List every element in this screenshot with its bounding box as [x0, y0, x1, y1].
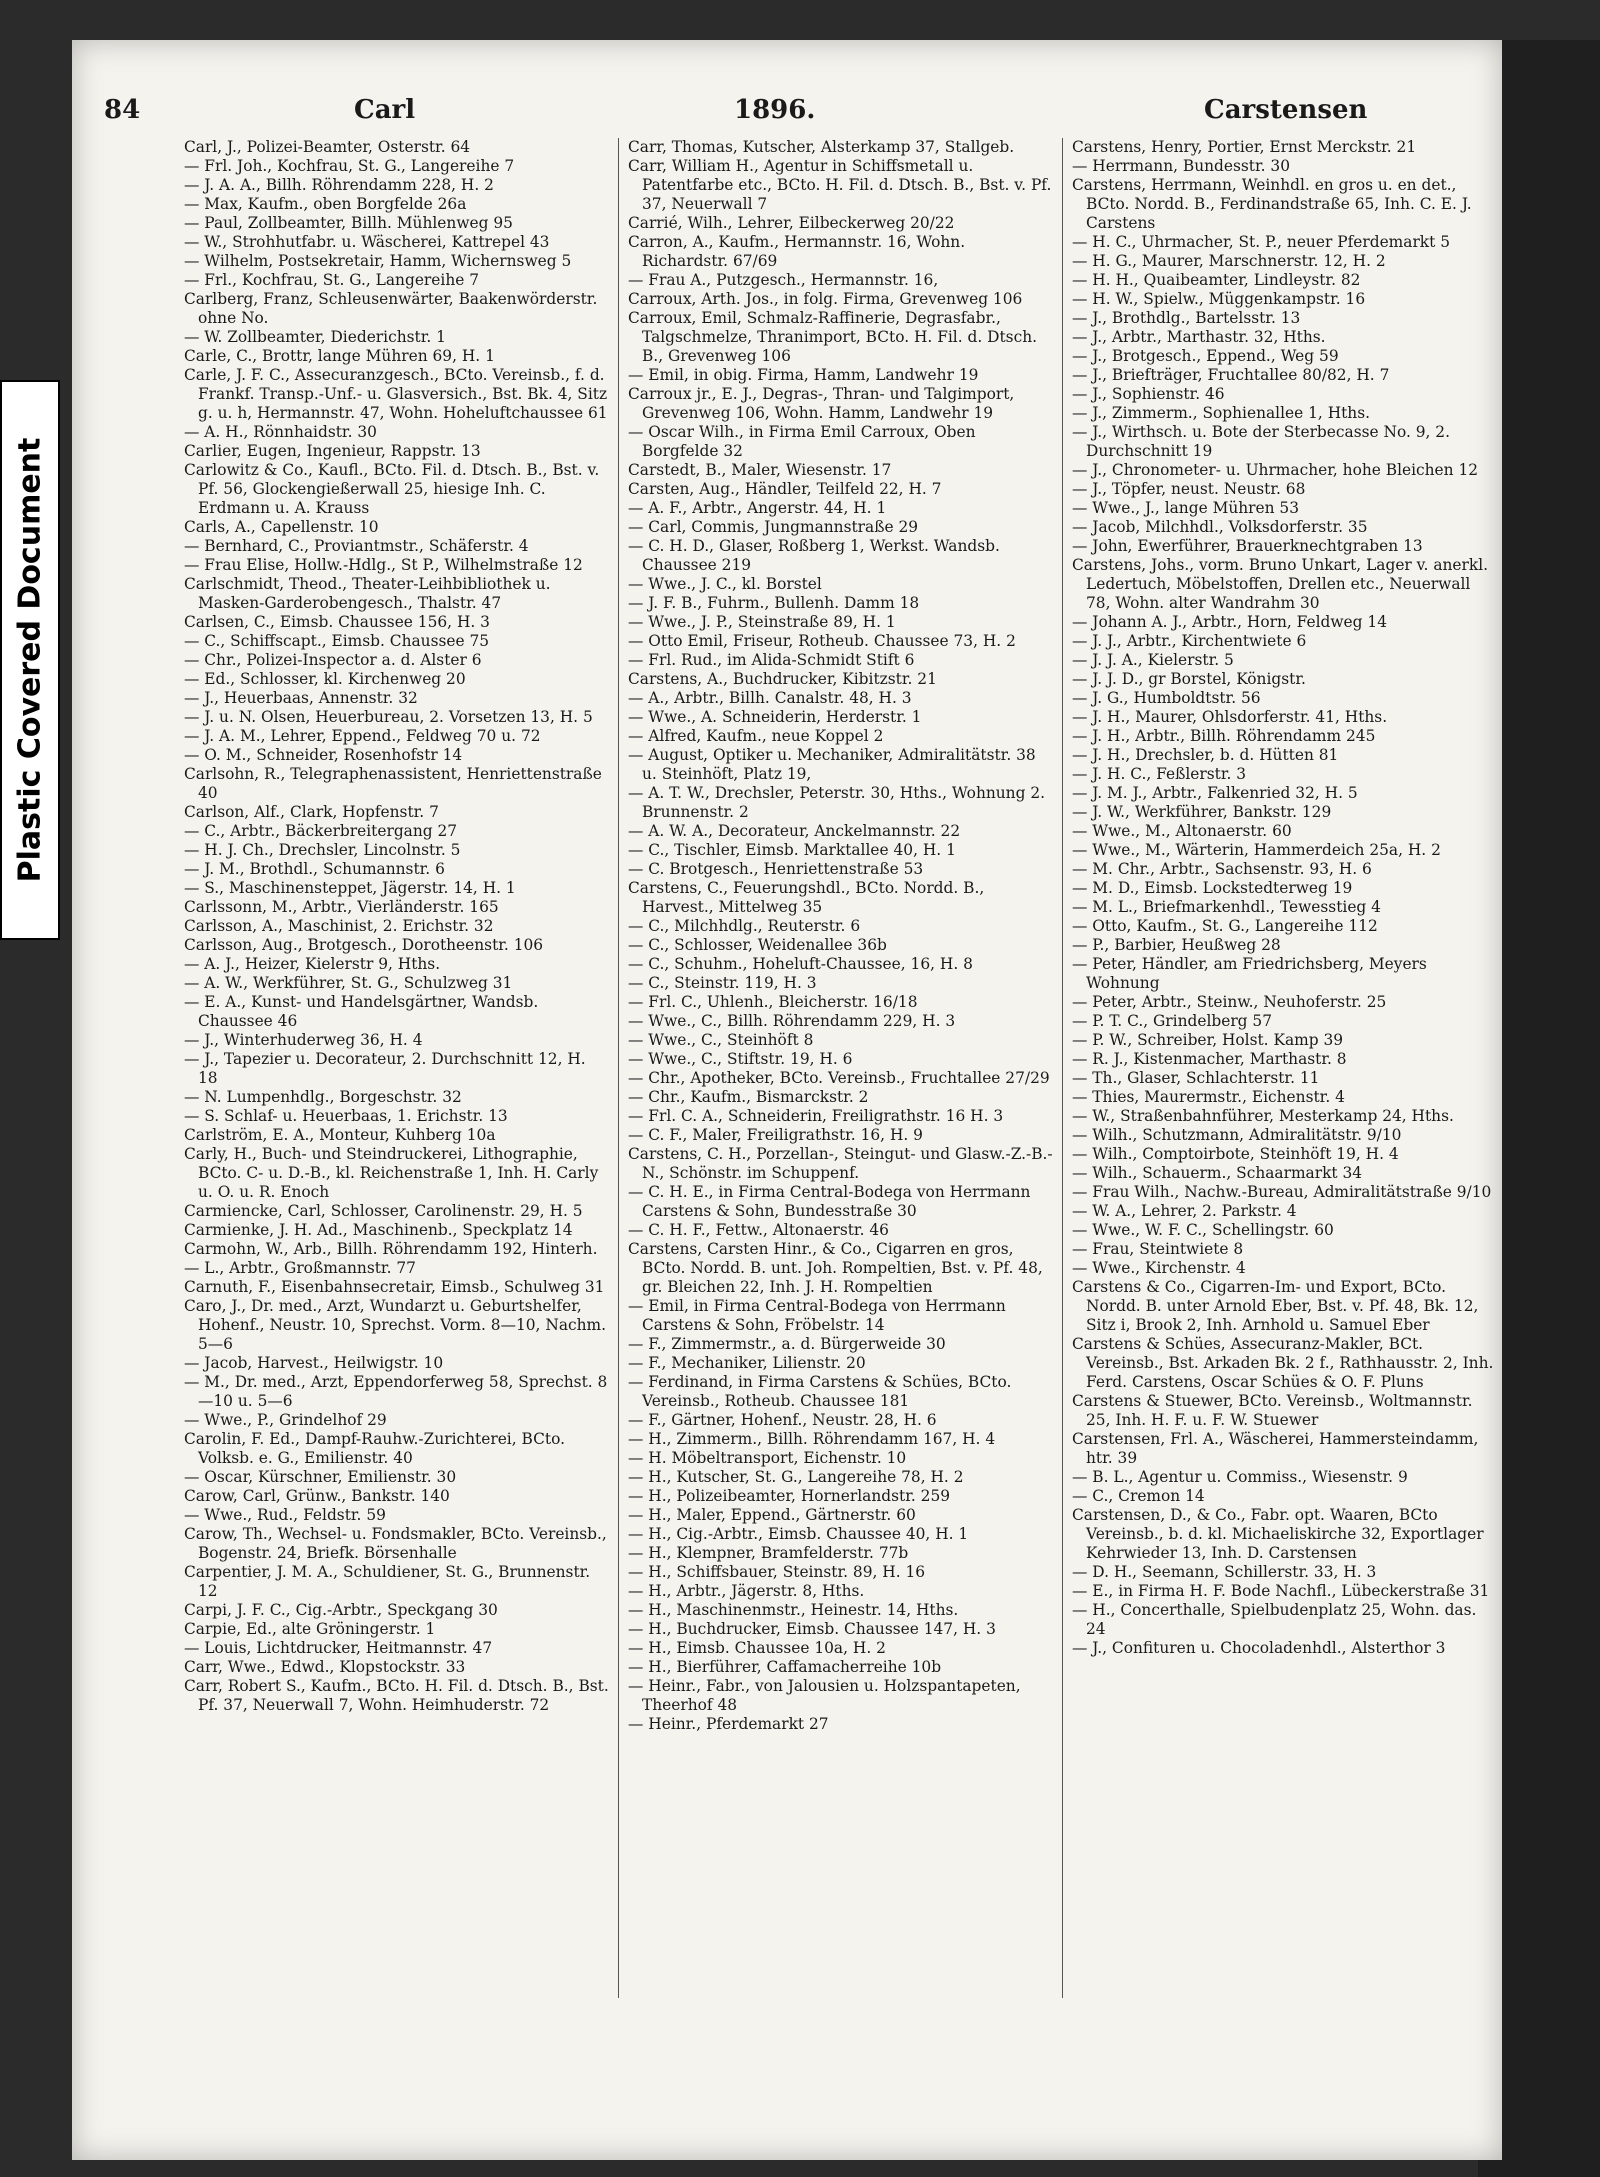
directory-entry: — Wwe., Kirchenstr. 4 — [1072, 1259, 1246, 1277]
directory-entry: — J. A. M., Lehrer, Eppend., Feldweg 70 u. 72 — [184, 727, 541, 745]
directory-entry: — C. H. F., Fettw., Altonaerstr. 46 — [628, 1221, 889, 1239]
directory-entry: — M. D., Eimsb. Lockstedterweg 19 — [1072, 879, 1353, 897]
directory-entry: Carlschmidt, Theod., Theater-Leihbibliothek u. Masken-Garderobengesch., Thalstr. 47 — [184, 575, 551, 612]
directory-entry: — J. J., Arbtr., Kirchentwiete 6 — [1072, 632, 1307, 650]
directory-entry: Carow, Th., Wechsel- u. Fondsmakler, BCto. Vereinsb., Bogenstr. 24, Briefk. Börsenhalle — [184, 1525, 607, 1562]
directory-entry: — F., Zimmermstr., a. d. Bürgerweide 30 — [628, 1335, 946, 1353]
directory-entry: — J., Arbtr., Marthastr. 32, Hths. — [1072, 328, 1326, 346]
directory-entry: Carstens, Johs., vorm. Bruno Unkart, Lager v. anerkl. Ledertuch, Möbelstoffen, Drellen etc., Neuerwall 78, Wohn. alter Wandrahm 30 — [1072, 556, 1489, 612]
directory-entry: — Wwe., J. C., kl. Borstel — [628, 575, 822, 593]
directory-entry: — C., Tischler, Eimsb. Marktallee 40, H. 1 — [628, 841, 956, 859]
directory-entry: — C., Arbtr., Bäckerbreitergang 27 — [184, 822, 458, 840]
directory-entry: — Wwe., J., lange Mühren 53 — [1072, 499, 1300, 517]
directory-entry: — Chr., Polizei-Inspector a. d. Alster 6 — [184, 651, 482, 669]
directory-entry: — S. Schlaf- u. Heuerbaas, 1. Erichstr. 13 — [184, 1107, 508, 1125]
directory-entry: — J. J. D., gr Borstel, Königstr. — [1072, 670, 1306, 688]
directory-entry: — F., Gärtner, Hohenf., Neustr. 28, H. 6 — [628, 1411, 937, 1429]
directory-entry: — Carl, Commis, Jungmannstraße 29 — [628, 518, 919, 536]
directory-entry: Carroux jr., E. J., Degras-, Thran- und Talgimport, Grevenweg 106, Wohn. Hamm, Landwehr 19 — [628, 385, 1015, 422]
directory-entry: — Frau Elise, Hollw.-Hdlg., St P., Wilhelmstraße 12 — [184, 556, 583, 574]
directory-entry: — A. T. W., Drechsler, Peterstr. 30, Hths., Wohnung 2. Brunnenstr. 2 — [628, 784, 1046, 821]
directory-entry: — P. T. C., Grindelberg 57 — [1072, 1012, 1273, 1030]
directory-entry: Carmohn, W., Arb., Billh. Röhrendamm 192, Hinterh. — [184, 1240, 598, 1258]
directory-entry: — C., Steinstr. 119, H. 3 — [628, 974, 817, 992]
directory-entry: — H. J. Ch., Drechsler, Lincolnstr. 5 — [184, 841, 461, 859]
directory-entry: — H., Maschinenmstr., Heinestr. 14, Hths. — [628, 1601, 959, 1619]
directory-entry: — Ferdinand, in Firma Carstens & Schües, BCto. Vereinsb., Rotheub. Chaussee 181 — [628, 1373, 1012, 1410]
directory-entry: — Jacob, Milchhdl., Volksdorferstr. 35 — [1072, 518, 1368, 536]
directory-entry: Carr, Thomas, Kutscher, Alsterkamp 37, Stallgeb. — [628, 138, 1015, 156]
directory-entry: — A. H., Rönnhaidstr. 30 — [184, 423, 377, 441]
directory-entry: — Emil, in Firma Central-Bodega von Herrmann Carstens & Sohn, Fröbelstr. 14 — [628, 1297, 1006, 1334]
directory-entry: Carron, A., Kaufm., Hermannstr. 16, Wohn. Richardstr. 67/69 — [628, 233, 966, 270]
directory-entry: — Wwe., M., Altonaerstr. 60 — [1072, 822, 1292, 840]
column-divider — [1062, 138, 1063, 1998]
directory-entry: Carpi, J. F. C., Cig.-Arbtr., Speckgang 30 — [184, 1601, 498, 1619]
directory-entry: — A. J., Heizer, Kielerstr 9, Hths. — [184, 955, 441, 973]
directory-entry: — Frl. C. A., Schneiderin, Freiligrathstr. 16 H. 3 — [628, 1107, 1004, 1125]
directory-entry: Carlier, Eugen, Ingenieur, Rappstr. 13 — [184, 442, 481, 460]
directory-entry: — O. M., Schneider, Rosenhofstr 14 — [184, 746, 463, 764]
directory-entry: Carstensen, Frl. A., Wäscherei, Hammersteindamm, htr. 39 — [1072, 1430, 1479, 1467]
directory-entry: Carstens, C., Feuerungshdl., BCto. Nordd. B., Harvest., Mittelweg 35 — [628, 879, 985, 916]
directory-entry: — H. C., Uhrmacher, St. P., neuer Pferdemarkt 5 — [1072, 233, 1451, 251]
directory-entry: — C., Schlosser, Weidenallee 36b — [628, 936, 887, 954]
directory-entry: — J. W., Werkführer, Bankstr. 129 — [1072, 803, 1332, 821]
directory-entry: — Wilh., Comptoirbote, Steinhöft 19, H. 4 — [1072, 1145, 1399, 1163]
directory-entry: — Wwe., M., Wärterin, Hammerdeich 25a, H. 2 — [1072, 841, 1441, 859]
directory-entry: — Ed., Schlosser, kl. Kirchenweg 20 — [184, 670, 466, 688]
directory-entry: Carstedt, B., Maler, Wiesenstr. 17 — [628, 461, 892, 479]
directory-entry: — Wilh., Schauerm., Schaarmarkt 34 — [1072, 1164, 1363, 1182]
directory-entry: — J. G., Humboldtstr. 56 — [1072, 689, 1261, 707]
directory-entry: — H., Schiffsbauer, Steinstr. 89, H. 16 — [628, 1563, 926, 1581]
directory-entry: Carly, H., Buch- und Steindruckerei, Lithographie, BCto. C- u. D.-B., kl. Reichenstraße 1, Inh. H. Carly u. O. u. R. Enoch — [184, 1145, 599, 1201]
directory-entry: Carlberg, Franz, Schleusenwärter, Baakenwörderstr. ohne No. — [184, 290, 598, 327]
page-header — [104, 95, 1442, 135]
directory-entry: — A., Arbtr., Billh. Canalstr. 48, H. 3 — [628, 689, 912, 707]
directory-entry: — R. J., Kistenmacher, Marthastr. 8 — [1072, 1050, 1347, 1068]
directory-entry: — H., Maler, Eppend., Gärtnerstr. 60 — [628, 1506, 916, 1524]
directory-entry: — Frl. Rud., im Alida-Schmidt Stift 6 — [628, 651, 915, 669]
directory-entry: — Wwe., J. P., Steinstraße 89, H. 1 — [628, 613, 896, 631]
directory-entry: — Wwe., Rud., Feldstr. 59 — [184, 1506, 386, 1524]
directory-entry: — J., Winterhuderweg 36, H. 4 — [184, 1031, 423, 1049]
directory-entry: — Paul, Zollbeamter, Billh. Mühlenweg 95 — [184, 214, 513, 232]
directory-entry: — P., Barbier, Heußweg 28 — [1072, 936, 1281, 954]
directory-column-2 — [628, 138, 1053, 1734]
directory-entry: — Max, Kaufm., oben Borgfelde 26a — [184, 195, 467, 213]
directory-entry: Carr, Robert S., Kaufm., BCto. H. Fil. d. Dtsch. B., Bst. Pf. 37, Neuerwall 7, Wohn. Heimhuderstr. 72 — [184, 1677, 609, 1714]
directory-entry: — J., Wirthsch. u. Bote der Sterbecasse No. 9, 2. Durchschnitt 19 — [1072, 423, 1450, 460]
directory-entry: — C., Schuhm., Hoheluft-Chaussee, 16, H. 8 — [628, 955, 973, 973]
directory-entry: — C., Cremon 14 — [1072, 1487, 1205, 1505]
directory-entry: — H. Möbeltransport, Eichenstr. 10 — [628, 1449, 907, 1467]
directory-entry: Carr, William H., Agentur in Schiffsmetall u. Patentfarbe etc., BCto. H. Fil. d. Dtsch. B., Bst. v. Pf. 37, Neuerwall 7 — [628, 157, 1052, 213]
directory-entry: Carstens, Herrmann, Weinhdl. en gros u. en det., BCto. Nordd. B., Ferdinandstraße 65, Inh. C. E. J. Carstens — [1072, 176, 1472, 232]
directory-entry: — Wwe., P., Grindelhof 29 — [184, 1411, 387, 1429]
directory-entry: — J. A. A., Billh. Röhrendamm 228, H. 2 — [184, 176, 494, 194]
directory-entry: — H., Polizeibeamter, Hornerlandstr. 259 — [628, 1487, 951, 1505]
directory-entry: — Louis, Lichtdrucker, Heitmannstr. 47 — [184, 1639, 493, 1657]
directory-entry: Carstens, Carsten Hinr., & Co., Cigarren en gros, BCto. Nordd. B. unt. Joh. Rompeltien, Bst. v. Pf. 48, gr. Bleichen 22, Inh. J. H. Rompeltien — [628, 1240, 1043, 1296]
directory-entry: — H., Kutscher, St. G., Langereihe 78, H. 2 — [628, 1468, 964, 1486]
directory-entry: Carpentier, J. M. A., Schuldiener, St. G., Brunnenstr. 12 — [184, 1563, 591, 1600]
directory-entry: Carlssonn, M., Arbtr., Vierländerstr. 165 — [184, 898, 499, 916]
header-right-keyword: Carstensen — [1204, 95, 1368, 125]
directory-entry: — L., Arbtr., Großmannstr. 77 — [184, 1259, 416, 1277]
directory-entry: Carolin, F. Ed., Dampf-Rauhw.-Zurichterei, BCto. Volksb. e. G., Emilienstr. 40 — [184, 1430, 565, 1467]
directory-column-1 — [184, 138, 609, 1715]
directory-entry: — John, Ewerführer, Brauerknechtgraben 13 — [1072, 537, 1423, 555]
directory-entry: — J. M. J., Arbtr., Falkenried 32, H. 5 — [1072, 784, 1358, 802]
directory-entry: — Herrmann, Bundesstr. 30 — [1072, 157, 1291, 175]
directory-entry: — J., Brotgesch., Eppend., Weg 59 — [1072, 347, 1339, 365]
directory-entry: Carpie, Ed., alte Gröningerstr. 1 — [184, 1620, 436, 1638]
directory-entry: — D. H., Seemann, Schillerstr. 33, H. 3 — [1072, 1563, 1377, 1581]
directory-entry: — Alfred, Kaufm., neue Koppel 2 — [628, 727, 884, 745]
directory-entry: — E., in Firma H. F. Bode Nachfl., Lübeckerstraße 31 — [1072, 1582, 1490, 1600]
directory-entry: Carrié, Wilh., Lehrer, Eilbeckerweg 20/22 — [628, 214, 955, 232]
directory-entry: — C. H. E., in Firma Central-Bodega von Herrmann Carstens & Sohn, Bundesstraße 30 — [628, 1183, 1031, 1220]
directory-entry: — H., Zimmerm., Billh. Röhrendamm 167, H. 4 — [628, 1430, 996, 1448]
directory-entry: Caro, J., Dr. med., Arzt, Wundarzt u. Geburtshelfer, Hohenf., Neustr. 10, Sprechst. Vorm. 8—10, Nachm. 5—6 — [184, 1297, 607, 1353]
directory-entry: — C. H. D., Glaser, Roßberg 1, Werkst. Wandsb. Chaussee 219 — [628, 537, 1000, 574]
directory-entry: — H., Eimsb. Chaussee 10a, H. 2 — [628, 1639, 886, 1657]
directory-entry: Carlson, Alf., Clark, Hopfenstr. 7 — [184, 803, 439, 821]
page-number: 84 — [104, 95, 141, 125]
header-year: 1896. — [734, 95, 816, 125]
directory-entry: — J., Töpfer, neust. Neustr. 68 — [1072, 480, 1306, 498]
directory-entry: — Heinr., Fabr., von Jalousien u. Holzspantapeten, Theerhof 48 — [628, 1677, 1021, 1714]
directory-entry: — Otto Emil, Friseur, Rotheub. Chaussee 73, H. 2 — [628, 632, 1016, 650]
directory-entry: — C., Milchhdlg., Reuterstr. 6 — [628, 917, 861, 935]
directory-entry: — Wilhelm, Postsekretair, Hamm, Wichernsweg 5 — [184, 252, 572, 270]
directory-entry: — Wilh., Schutzmann, Admiralitätstr. 9/10 — [1072, 1126, 1402, 1144]
directory-entry: — J., Sophienstr. 46 — [1072, 385, 1225, 403]
directory-entry: Carstensen, D., & Co., Fabr. opt. Waaren, BCto Vereinsb., b. d. kl. Michaeliskirche 32, Exportlager Kehrwieder 13, Inh. D. Carstensen — [1072, 1506, 1484, 1562]
directory-entry: — C., Schiffscapt., Eimsb. Chaussee 75 — [184, 632, 490, 650]
directory-entry: Carroux, Emil, Schmalz-Raffinerie, Degrasfabr., Talgschmelze, Thranimport, BCto. H. Fil. d. Dtsch. B., Grevenweg 106 — [628, 309, 1037, 365]
directory-entry: — A. W. A., Decorateur, Anckelmannstr. 22 — [628, 822, 961, 840]
directory-entry: — W., Strohhutfabr. u. Wäscherei, Kattrepel 43 — [184, 233, 550, 251]
directory-entry: — A. F., Arbtr., Angerstr. 44, H. 1 — [628, 499, 887, 517]
directory-entry: — M. L., Briefmarkenhdl., Tewesstieg 4 — [1072, 898, 1381, 916]
directory-entry: — Thies, Maurermstr., Eichenstr. 4 — [1072, 1088, 1345, 1106]
directory-entry: Carlsen, C., Eimsb. Chaussee 156, H. 3 — [184, 613, 490, 631]
side-label — [0, 380, 60, 940]
directory-entry: Carow, Carl, Grünw., Bankstr. 140 — [184, 1487, 450, 1505]
directory-entry: — H. W., Spielw., Müggenkampstr. 16 — [1072, 290, 1366, 308]
directory-entry: — Wwe., W. F. C., Schellingstr. 60 — [1072, 1221, 1334, 1239]
directory-entry: — M. Chr., Arbtr., Sachsenstr. 93, H. 6 — [1072, 860, 1372, 878]
directory-entry: Carstens, Henry, Portier, Ernst Merckstr. 21 — [1072, 138, 1417, 156]
directory-entry: — J., Confituren u. Chocoladenhdl., Alsterthor 3 — [1072, 1639, 1446, 1657]
directory-entry: — Wwe., C., Billh. Röhrendamm 229, H. 3 — [628, 1012, 956, 1030]
directory-entry: — C. Brotgesch., Henriettenstraße 53 — [628, 860, 924, 878]
directory-entry: — H., Cig.-Arbtr., Eimsb. Chaussee 40, H. 1 — [628, 1525, 969, 1543]
directory-entry: Carle, J. F. C., Assecuranzgesch., BCto. Vereinsb., f. d. Frankf. Transp.-Unf.- u. Glasversich., Bst. Bk. 4, Sitz g. u. h, Hermannstr. 47, Wohn. Hoheluftchaussee 61 — [184, 366, 608, 422]
directory-entry: — H., Arbtr., Jägerstr. 8, Hths. — [628, 1582, 865, 1600]
directory-entry: — B. L., Agentur u. Commiss., Wiesenstr. 9 — [1072, 1468, 1408, 1486]
directory-entry: — J. H. C., Feßlerstr. 3 — [1072, 765, 1247, 783]
directory-entry: — E. A., Kunst- und Handelsgärtner, Wandsb. Chaussee 46 — [184, 993, 539, 1030]
directory-entry: Carlsohn, R., Telegraphenassistent, Henriettenstraße 40 — [184, 765, 602, 802]
directory-entry: — August, Optiker u. Mechaniker, Admiralitätstr. 38 u. Steinhöft, Platz 19, — [628, 746, 1036, 783]
directory-entry: — J. F. B., Fuhrm., Bullenh. Damm 18 — [628, 594, 920, 612]
directory-entry: — Th., Glaser, Schlachterstr. 11 — [1072, 1069, 1320, 1087]
directory-entry: — A. W., Werkführer, St. G., Schulzweg 31 — [184, 974, 513, 992]
directory-entry: — Chr., Apotheker, BCto. Vereinsb., Fruchtallee 27/29 — [628, 1069, 1050, 1087]
directory-entry: Carlsson, A., Maschinist, 2. Erichstr. 32 — [184, 917, 494, 935]
directory-entry: — Frl. Joh., Kochfrau, St. G., Langereihe 7 — [184, 157, 515, 175]
directory-entry: — J. M., Brothdl., Schumannstr. 6 — [184, 860, 445, 878]
directory-entry: — J. J. A., Kielerstr. 5 — [1072, 651, 1234, 669]
directory-entry: — Bernhard, C., Proviantmstr., Schäferstr. 4 — [184, 537, 529, 555]
directory-entry: — W. Zollbeamter, Diederichstr. 1 — [184, 328, 446, 346]
directory-column-3 — [1072, 138, 1497, 1658]
directory-entry: — Frl., Kochfrau, St. G., Langereihe 7 — [184, 271, 480, 289]
directory-entry: — J. H., Arbtr., Billh. Röhrendamm 245 — [1072, 727, 1376, 745]
directory-entry: — Johann A. J., Arbtr., Horn, Feldweg 14 — [1072, 613, 1387, 631]
directory-entry: — Heinr., Pferdemarkt 27 — [628, 1715, 829, 1733]
directory-entry: Carroux, Arth. Jos., in folg. Firma, Grevenweg 106 — [628, 290, 1023, 308]
directory-entry: Carr, Wwe., Edwd., Klopstockstr. 33 — [184, 1658, 466, 1676]
directory-entry: — J., Tapezier u. Decorateur, 2. Durchschnitt 12, H. 18 — [184, 1050, 586, 1087]
directory-entry: — Frau, Steintwiete 8 — [1072, 1240, 1244, 1258]
directory-entry: — Wwe., A. Schneiderin, Herderstr. 1 — [628, 708, 922, 726]
directory-entry: — J. H., Maurer, Ohlsdorferstr. 41, Hths. — [1072, 708, 1388, 726]
directory-entry: Carlsson, Aug., Brotgesch., Dorotheenstr. 106 — [184, 936, 544, 954]
directory-entry: — Frau A., Putzgesch., Hermannstr. 16, — [628, 271, 939, 289]
directory-entry: — W. A., Lehrer, 2. Parkstr. 4 — [1072, 1202, 1297, 1220]
header-left-keyword: Carl — [354, 95, 416, 125]
directory-entry: — H., Buchdrucker, Eimsb. Chaussee 147, H. 3 — [628, 1620, 996, 1638]
directory-entry: — Oscar, Kürschner, Emilienstr. 30 — [184, 1468, 457, 1486]
directory-entry: — J., Heuerbaas, Annenstr. 32 — [184, 689, 418, 707]
directory-entry: Carstens, C. H., Porzellan-, Steingut- und Glasw.-Z.-B.-N., Schönstr. im Schuppenf. — [628, 1145, 1053, 1182]
directory-entry: Carlowitz & Co., Kaufl., BCto. Fil. d. Dtsch. B., Bst. v. Pf. 56, Glockengießerwall 25, hiesige Inh. C. Erdmann u. A. Krauss — [184, 461, 600, 517]
directory-entry: Carstens & Co., Cigarren-Im- und Export, BCto. Nordd. B. unter Arnold Eber, Bst. v. Pf. 48, Bk. 12, Sitz i, Brook 2, Inh. Arnhold u. Samuel Eber — [1072, 1278, 1479, 1334]
column-divider — [618, 138, 619, 1998]
directory-entry: — H., Klempner, Bramfelderstr. 77b — [628, 1544, 909, 1562]
directory-entry: — Wwe., C., Steinhöft 8 — [628, 1031, 814, 1049]
directory-entry: — H. H., Quaibeamter, Lindleystr. 82 — [1072, 271, 1361, 289]
directory-entry: — Frau Wilh., Nachw.-Bureau, Admiralitätstraße 9/10 — [1072, 1183, 1492, 1201]
side-label-text: Plastic Covered Document — [12, 437, 48, 883]
directory-entry: — S., Maschinensteppet, Jägerstr. 14, H. 1 — [184, 879, 516, 897]
directory-entry: — H. G., Maurer, Marschnerstr. 12, H. 2 — [1072, 252, 1386, 270]
directory-entry: — Frl. C., Uhlenh., Bleicherstr. 16/18 — [628, 993, 918, 1011]
directory-entry: — Peter, Händler, am Friedrichsberg, Meyers Wohnung — [1072, 955, 1427, 992]
directory-entry: — Peter, Arbtr., Steinw., Neuhoferstr. 25 — [1072, 993, 1387, 1011]
directory-entry: — Emil, in obig. Firma, Hamm, Landwehr 19 — [628, 366, 979, 384]
directory-entry: — J. H., Drechsler, b. d. Hütten 81 — [1072, 746, 1339, 764]
directory-entry: — Otto, Kaufm., St. G., Langereihe 112 — [1072, 917, 1378, 935]
directory-entry: — Oscar Wilh., in Firma Emil Carroux, Oben Borgfelde 32 — [628, 423, 976, 460]
directory-entry: — Jacob, Harvest., Heilwigstr. 10 — [184, 1354, 444, 1372]
directory-entry: — Wwe., C., Stiftstr. 19, H. 6 — [628, 1050, 853, 1068]
directory-entry: Carl, J., Polizei-Beamter, Osterstr. 64 — [184, 138, 471, 156]
directory-entry: — J., Zimmerm., Sophienallee 1, Hths. — [1072, 404, 1371, 422]
directory-entry: Carls, A., Capellenstr. 10 — [184, 518, 379, 536]
directory-entry: Carlström, E. A., Monteur, Kuhberg 10a — [184, 1126, 496, 1144]
directory-entry: — F., Mechaniker, Lilienstr. 20 — [628, 1354, 866, 1372]
directory-entry: Carstens & Stuewer, BCto. Vereinsb., Woltmannstr. 25, Inh. H. F. u. F. W. Stuewer — [1072, 1392, 1473, 1429]
directory-entry: Carstens & Schües, Assecuranz-Makler, BCt. Vereinsb., Bst. Arkaden Bk. 2 f., Rathhausstr. 2, Inh. Ferd. Carstens, Oscar Schües & O. F. Pluns — [1072, 1335, 1494, 1391]
directory-entry: Carnuth, F., Eisenbahnsecretair, Eimsb., Schulweg 31 — [184, 1278, 605, 1296]
directory-entry: — P. W., Schreiber, Holst. Kamp 39 — [1072, 1031, 1344, 1049]
directory-entry: — J., Chronometer- u. Uhrmacher, hohe Bleichen 12 — [1072, 461, 1479, 479]
directory-entry: — H., Bierführer, Caffamacherreihe 10b — [628, 1658, 942, 1676]
directory-entry: — W., Straßenbahnführer, Mesterkamp 24, Hths. — [1072, 1107, 1454, 1125]
directory-entry: — J. u. N. Olsen, Heuerbureau, 2. Vorsetzen 13, H. 5 — [184, 708, 593, 726]
directory-entry: — Chr., Kaufm., Bismarckstr. 2 — [628, 1088, 869, 1106]
directory-entry: — H., Concerthalle, Spielbudenplatz 25, Wohn. das. 24 — [1072, 1601, 1477, 1638]
directory-entry: Carsten, Aug., Händler, Teilfeld 22, H. 7 — [628, 480, 942, 498]
directory-entry: Carmiencke, Carl, Schlosser, Carolinenstr. 29, H. 5 — [184, 1202, 583, 1220]
directory-entry: — M., Dr. med., Arzt, Eppendorferweg 58, Sprechst. 8—10 u. 5—6 — [184, 1373, 608, 1410]
directory-entry: Carle, C., Brottr, lange Mühren 69, H. 1 — [184, 347, 495, 365]
directory-entry: — J., Brothdlg., Bartelsstr. 13 — [1072, 309, 1301, 327]
directory-entry: — J., Briefträger, Fruchtallee 80/82, H. 7 — [1072, 366, 1390, 384]
directory-entry: Carstens, A., Buchdrucker, Kibitzstr. 21 — [628, 670, 937, 688]
directory-entry: — C. F., Maler, Freiligrathstr. 16, H. 9 — [628, 1126, 923, 1144]
directory-entry: — N. Lumpenhdlg., Borgeschstr. 32 — [184, 1088, 462, 1106]
directory-entry: Carmienke, J. H. Ad., Maschinenb., Speckplatz 14 — [184, 1221, 573, 1239]
